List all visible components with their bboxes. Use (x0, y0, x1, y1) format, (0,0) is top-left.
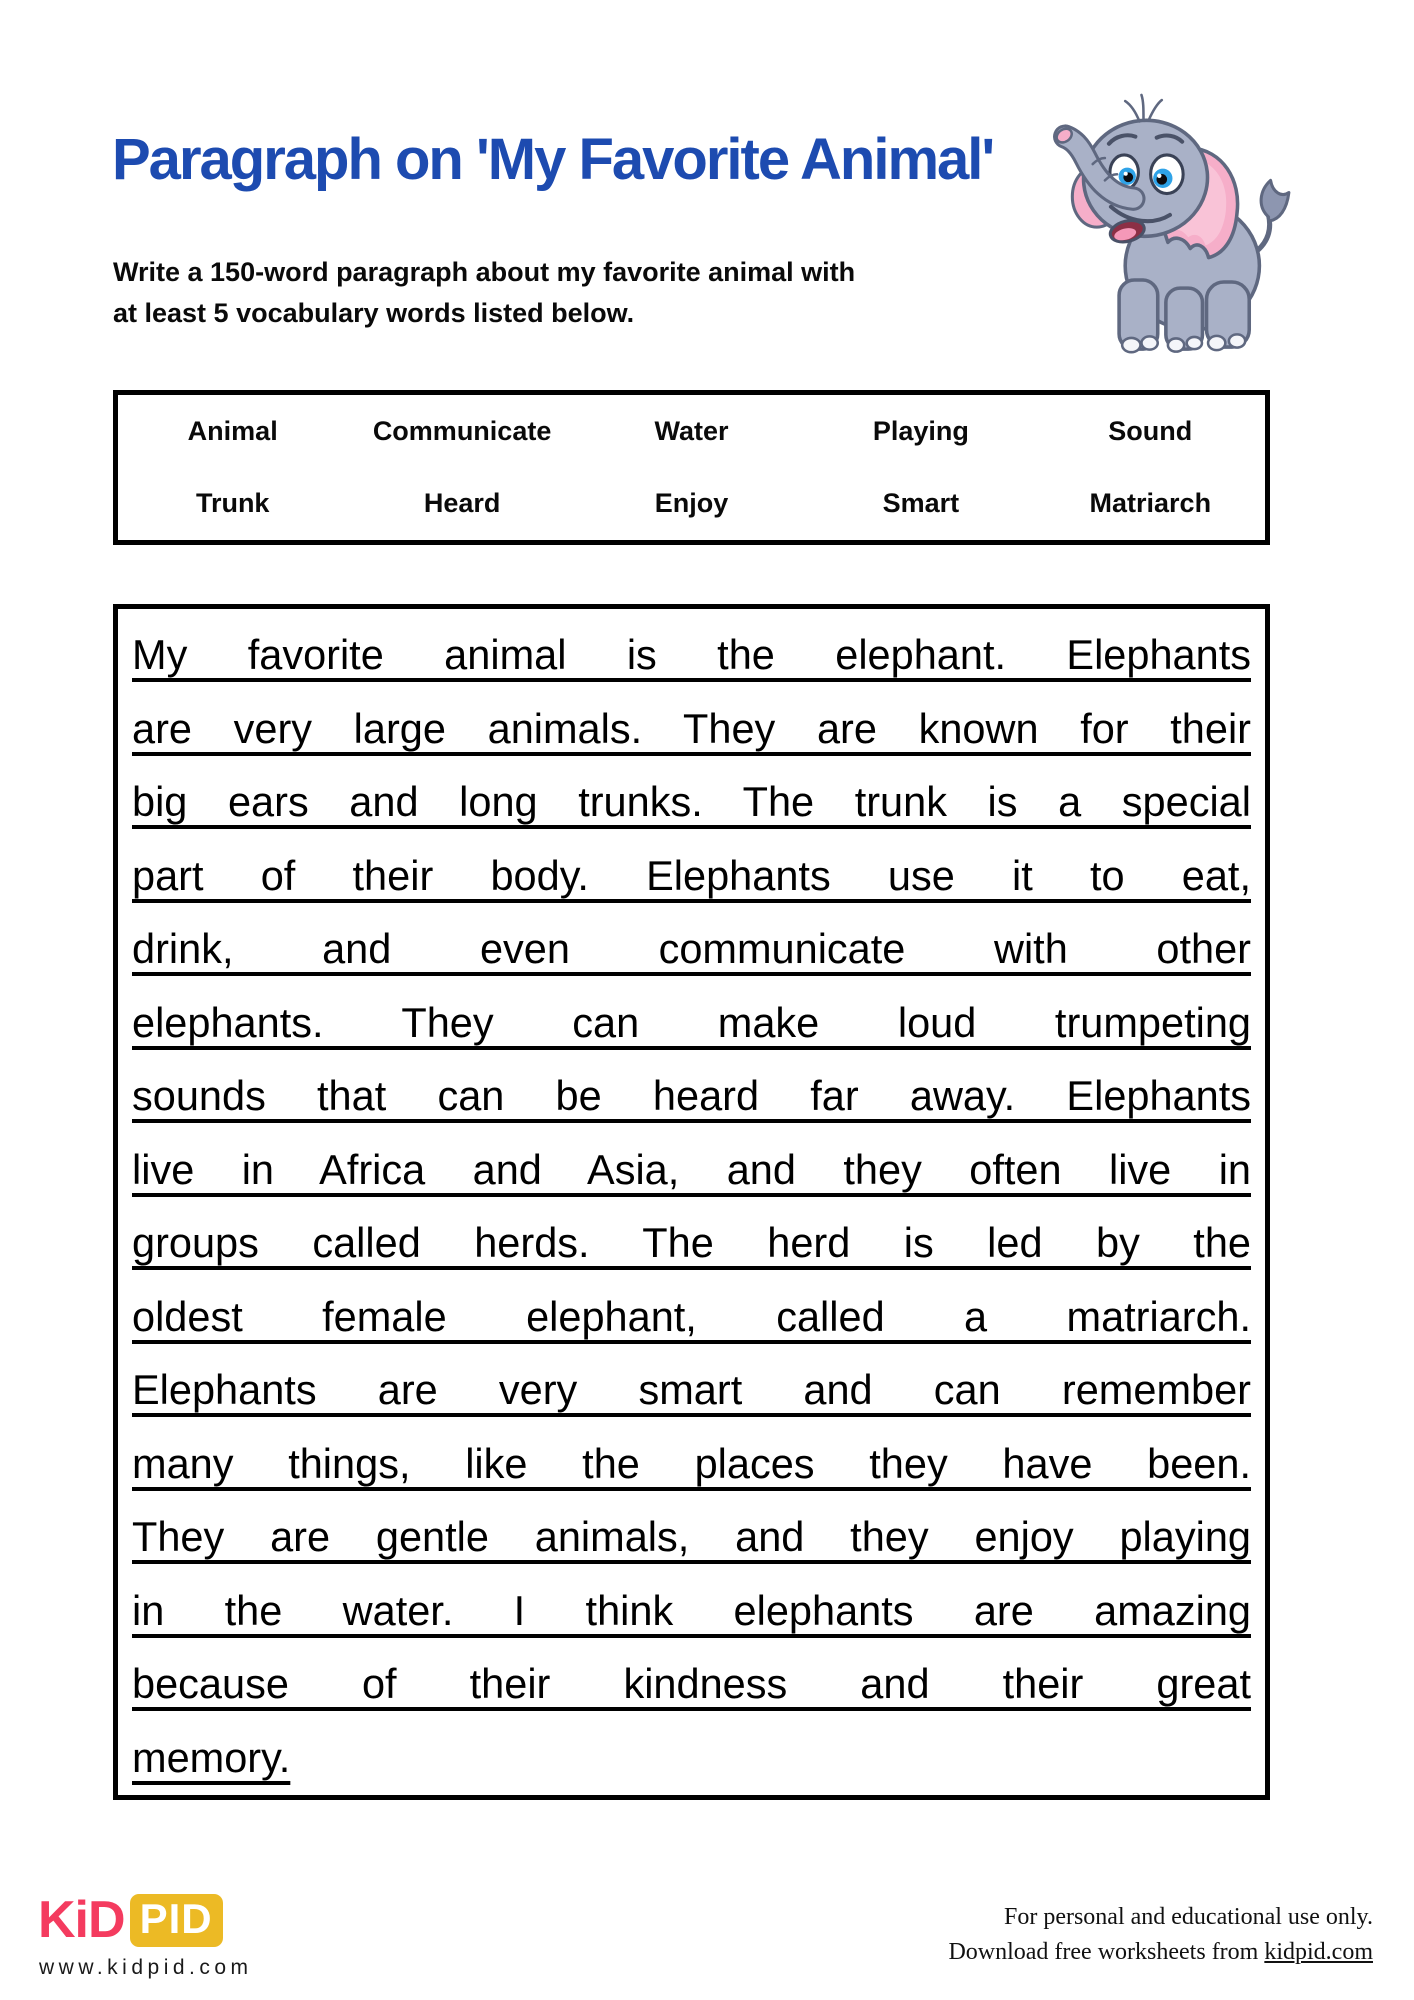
instructions-line-1: Write a 150-word paragraph about my favorite animal with (113, 257, 856, 287)
vocab-word-trunk: Trunk (195, 488, 270, 519)
paragraph-line: are very large animals. They are known for their (132, 704, 1251, 752)
kidpid-link[interactable]: kidpid.com (1264, 1939, 1373, 1965)
logo-kid-text: KiD (38, 1891, 125, 1949)
paragraph-line: elephants. They can make loud trumpeting (132, 998, 1251, 1046)
kidpid-logo (38, 1892, 223, 1948)
footer-note (948, 1900, 1373, 1970)
vocab-word-smart: Smart (882, 488, 960, 519)
page-title: Paragraph on 'My Favorite Animal' (112, 127, 994, 192)
paragraph-line: big ears and long trunks. The trunk is a special (132, 778, 1251, 825)
paragraph-line: oldest female elephant, called a matriarch. (132, 1292, 1251, 1340)
paragraph-line: sounds that can be heard far away. Elephants (132, 1072, 1251, 1119)
vocab-word-heard: Heard (423, 488, 501, 519)
site-url: www.kidpid.com (39, 1956, 253, 1979)
instructions (113, 252, 855, 334)
paragraph-line: drink, and even communicate with other (132, 925, 1251, 972)
paragraph-line: part of their body. Elephants use it to eat, (132, 851, 1251, 899)
vocab-word-matriarch: Matriarch (1089, 488, 1212, 519)
logo-pid-badge: PID (130, 1894, 223, 1947)
instructions-line-2: at least 5 vocabulary words listed below. (113, 298, 635, 328)
paragraph-line: Elephants are very smart and can remember (132, 1366, 1251, 1413)
vocab-word-animal: Animal (187, 415, 278, 446)
vocabulary-box (113, 390, 1270, 545)
paragraph-line: live in Africa and Asia, and they often live in (132, 1145, 1251, 1193)
paragraph-box (113, 604, 1270, 1800)
paragraph-line: groups called herds. The herd is led by the (132, 1219, 1251, 1266)
download-note-text: Download free worksheets from (948, 1939, 1265, 1965)
vocab-word-communicate: Communicate (372, 415, 552, 446)
paragraph-line: because of their kindness and their great (132, 1660, 1251, 1707)
vocab-word-sound: Sound (1108, 415, 1193, 446)
elephant-illustration-icon (1052, 82, 1296, 358)
paragraph-line: memory. (132, 1733, 291, 1781)
vocab-word-playing: Playing (872, 415, 969, 446)
download-note (948, 1935, 1373, 1970)
paragraph-line: My favorite animal is the elephant. Elephants (132, 631, 1251, 678)
vocab-word-water: Water (654, 415, 729, 446)
usage-note: For personal and educational use only. (1003, 1904, 1373, 1930)
paragraph-line: They are gentle animals, and they enjoy playing (132, 1513, 1251, 1560)
vocab-word-enjoy: Enjoy (654, 488, 729, 519)
paragraph-line: many things, like the places they have been. (132, 1439, 1251, 1487)
paragraph-line: in the water. I think elephants are amazing (132, 1586, 1251, 1634)
